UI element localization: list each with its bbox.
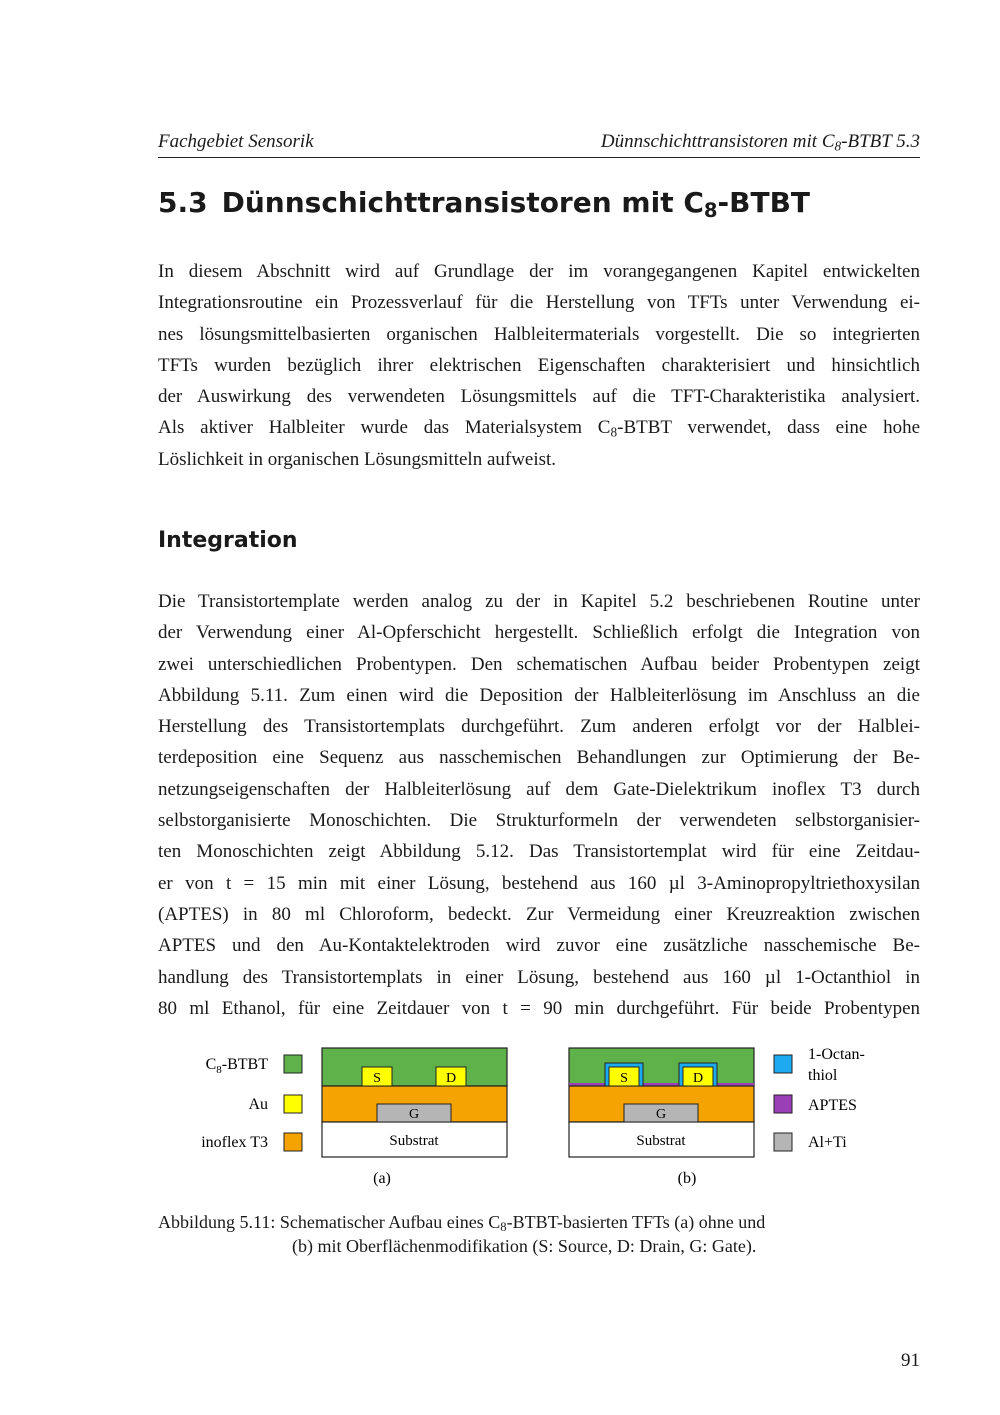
text-line: APTES und den Au-Kontaktelektroden wird zuvor eine zusätzliche nasschemische Be-	[158, 935, 920, 957]
legend-swatch-au	[284, 1095, 302, 1113]
drain-label: D	[692, 1071, 704, 1086]
panel-a-label: (a)	[373, 1170, 391, 1187]
legend-label-aptes: APTES	[808, 1097, 857, 1114]
c8btbt-layer	[569, 1048, 754, 1086]
text-line: TFTs wurden bezüglich ihrer elektrischen Eigenschaften charakterisiert und hinsichtlich	[158, 354, 920, 376]
legend-swatch-c8btbt	[284, 1055, 302, 1073]
panel-a-diagram	[322, 1048, 507, 1157]
substrate-label: Substrat	[389, 1133, 439, 1149]
text-line: selbstorganisierte Monoschichten. Die Strukturformeln der verwendeten selbstorganisier-	[158, 810, 920, 832]
figure-5-11	[0, 1040, 1000, 1190]
text-line: Als aktiver Halbleiter wurde das Materialsystem $C_8$-BTBT verwendet, dass eine hohe	[158, 417, 920, 440]
text-line: 80 ml Ethanol, für eine Zeitdauer von t = 90 min durchgeführt. Für beide Probentypen	[158, 997, 920, 1019]
source-label: S	[620, 1071, 628, 1086]
caption-line: Abbildung 5.11: Schematischer Aufbau eines $C_8-BTBT$-basierten TFTs (a) ohne und	[158, 1212, 766, 1235]
legend-swatch-alti	[774, 1133, 792, 1151]
section-number: 5.3	[158, 186, 208, 219]
substrate-label: Substrat	[636, 1133, 686, 1149]
tft-schematic	[0, 1040, 1000, 1190]
subsection-title: Integration	[158, 528, 298, 553]
legend-label-au: Au	[248, 1096, 268, 1113]
text-line: Herstellung des Transistortemplats durchgeführt. Zum anderen erfolgt vor der Halblei-	[158, 716, 920, 738]
header-left: Fachgebiet Sensorik	[158, 131, 314, 152]
legend-swatch-aptes	[774, 1095, 792, 1113]
text-line: nes lösungsmittelbasierten organischen Halbleitermaterials vorgestellt. Die so integrierten	[158, 323, 920, 345]
legend-swatch-inoflex	[284, 1133, 302, 1151]
text-line: Die Transistortemplate werden analog zu der in Kapitel 5.2 beschriebenen Routine unter	[158, 591, 920, 612]
figure-caption	[158, 1210, 920, 1258]
drain-label: D	[445, 1071, 457, 1086]
section-title: 5.3 Dünnschichttransistoren mit $C_8$-BTBT	[158, 186, 811, 222]
source-label: S	[373, 1071, 381, 1086]
legend-label-octanethiol: 1-Octan-	[808, 1046, 865, 1063]
text-line: handlung des Transistortemplats in einer Lösung, bestehend aus 160 µl 1-Octanthiol in	[158, 966, 920, 988]
legend-swatch-octanethiol	[774, 1055, 792, 1073]
text-line: ten Monoschichten zeigt Abbildung 5.12. Das Transistortemplat wird für eine Zeitdau-	[158, 841, 920, 863]
text-line: Abbildung 5.11. Zum einen wird die Deposition der Halbleiterlösung im Anschluss an die	[158, 684, 920, 706]
page-number: 91	[901, 1350, 920, 1371]
legend-label-inoflex: inoflex T3	[201, 1134, 268, 1151]
text-line: (APTES) in 80 ml Chloroform, bedeckt. Zur Vermeidung einer Kreuzreaktion zwischen	[158, 903, 920, 925]
legend-label-c8btbt: $C_8$-BTBT	[205, 1056, 268, 1076]
intro-paragraph	[158, 256, 920, 475]
caption-line: (b) mit Oberflächenmodifikation (S: Source, D: Drain, G: Gate).	[292, 1236, 757, 1256]
text-line: er von t = 15 min mit einer Lösung, bestehend aus 160 µl 3-Aminopropyltriethoxysilan	[158, 872, 920, 894]
legend-label-octanethiol-cont: thiol	[808, 1067, 838, 1084]
text-line: Löslichkeit in organischen Lösungsmitteln aufweist.	[158, 448, 557, 470]
running-header	[158, 131, 920, 158]
text-line: der Verwendung einer Al-Opferschicht hergestellt. Schließlich erfolgt die Integration von	[158, 622, 920, 644]
header-right: Dünnschichttransistoren mit $C_8$-BTBT 5.3	[600, 131, 920, 154]
text-line: zwei unterschiedlichen Probentypen. Den schematischen Aufbau beider Probentypen zeigt	[158, 653, 920, 675]
text-line: netzungseigenschaften der Halbleiterlösung auf dem Gate-Dielektrikum inoflex T3 durch	[158, 778, 920, 800]
integration-paragraph	[158, 586, 920, 1024]
gate-label: G	[408, 1107, 420, 1122]
gate-label: G	[655, 1107, 667, 1122]
text-line: Integrationsroutine ein Prozessverlauf für die Herstellung von TFTs unter Verwendung ei-	[158, 292, 920, 314]
legend-label-alti: Al+Ti	[808, 1134, 847, 1151]
text-line: terdeposition eine Sequenz aus nasschemischen Behandlungen zur Optimierung der Be-	[158, 747, 920, 769]
text-line: der Auswirkung des verwendeten Lösungsmittels auf die TFT-Charakteristika analysiert.	[158, 386, 920, 408]
c8btbt-layer	[322, 1048, 507, 1086]
panel-b-label: (b)	[677, 1170, 697, 1187]
text-line: In diesem Abschnitt wird auf Grundlage der im vorangegangenen Kapitel entwickelten	[158, 261, 920, 282]
panel-b-diagram	[569, 1048, 754, 1157]
